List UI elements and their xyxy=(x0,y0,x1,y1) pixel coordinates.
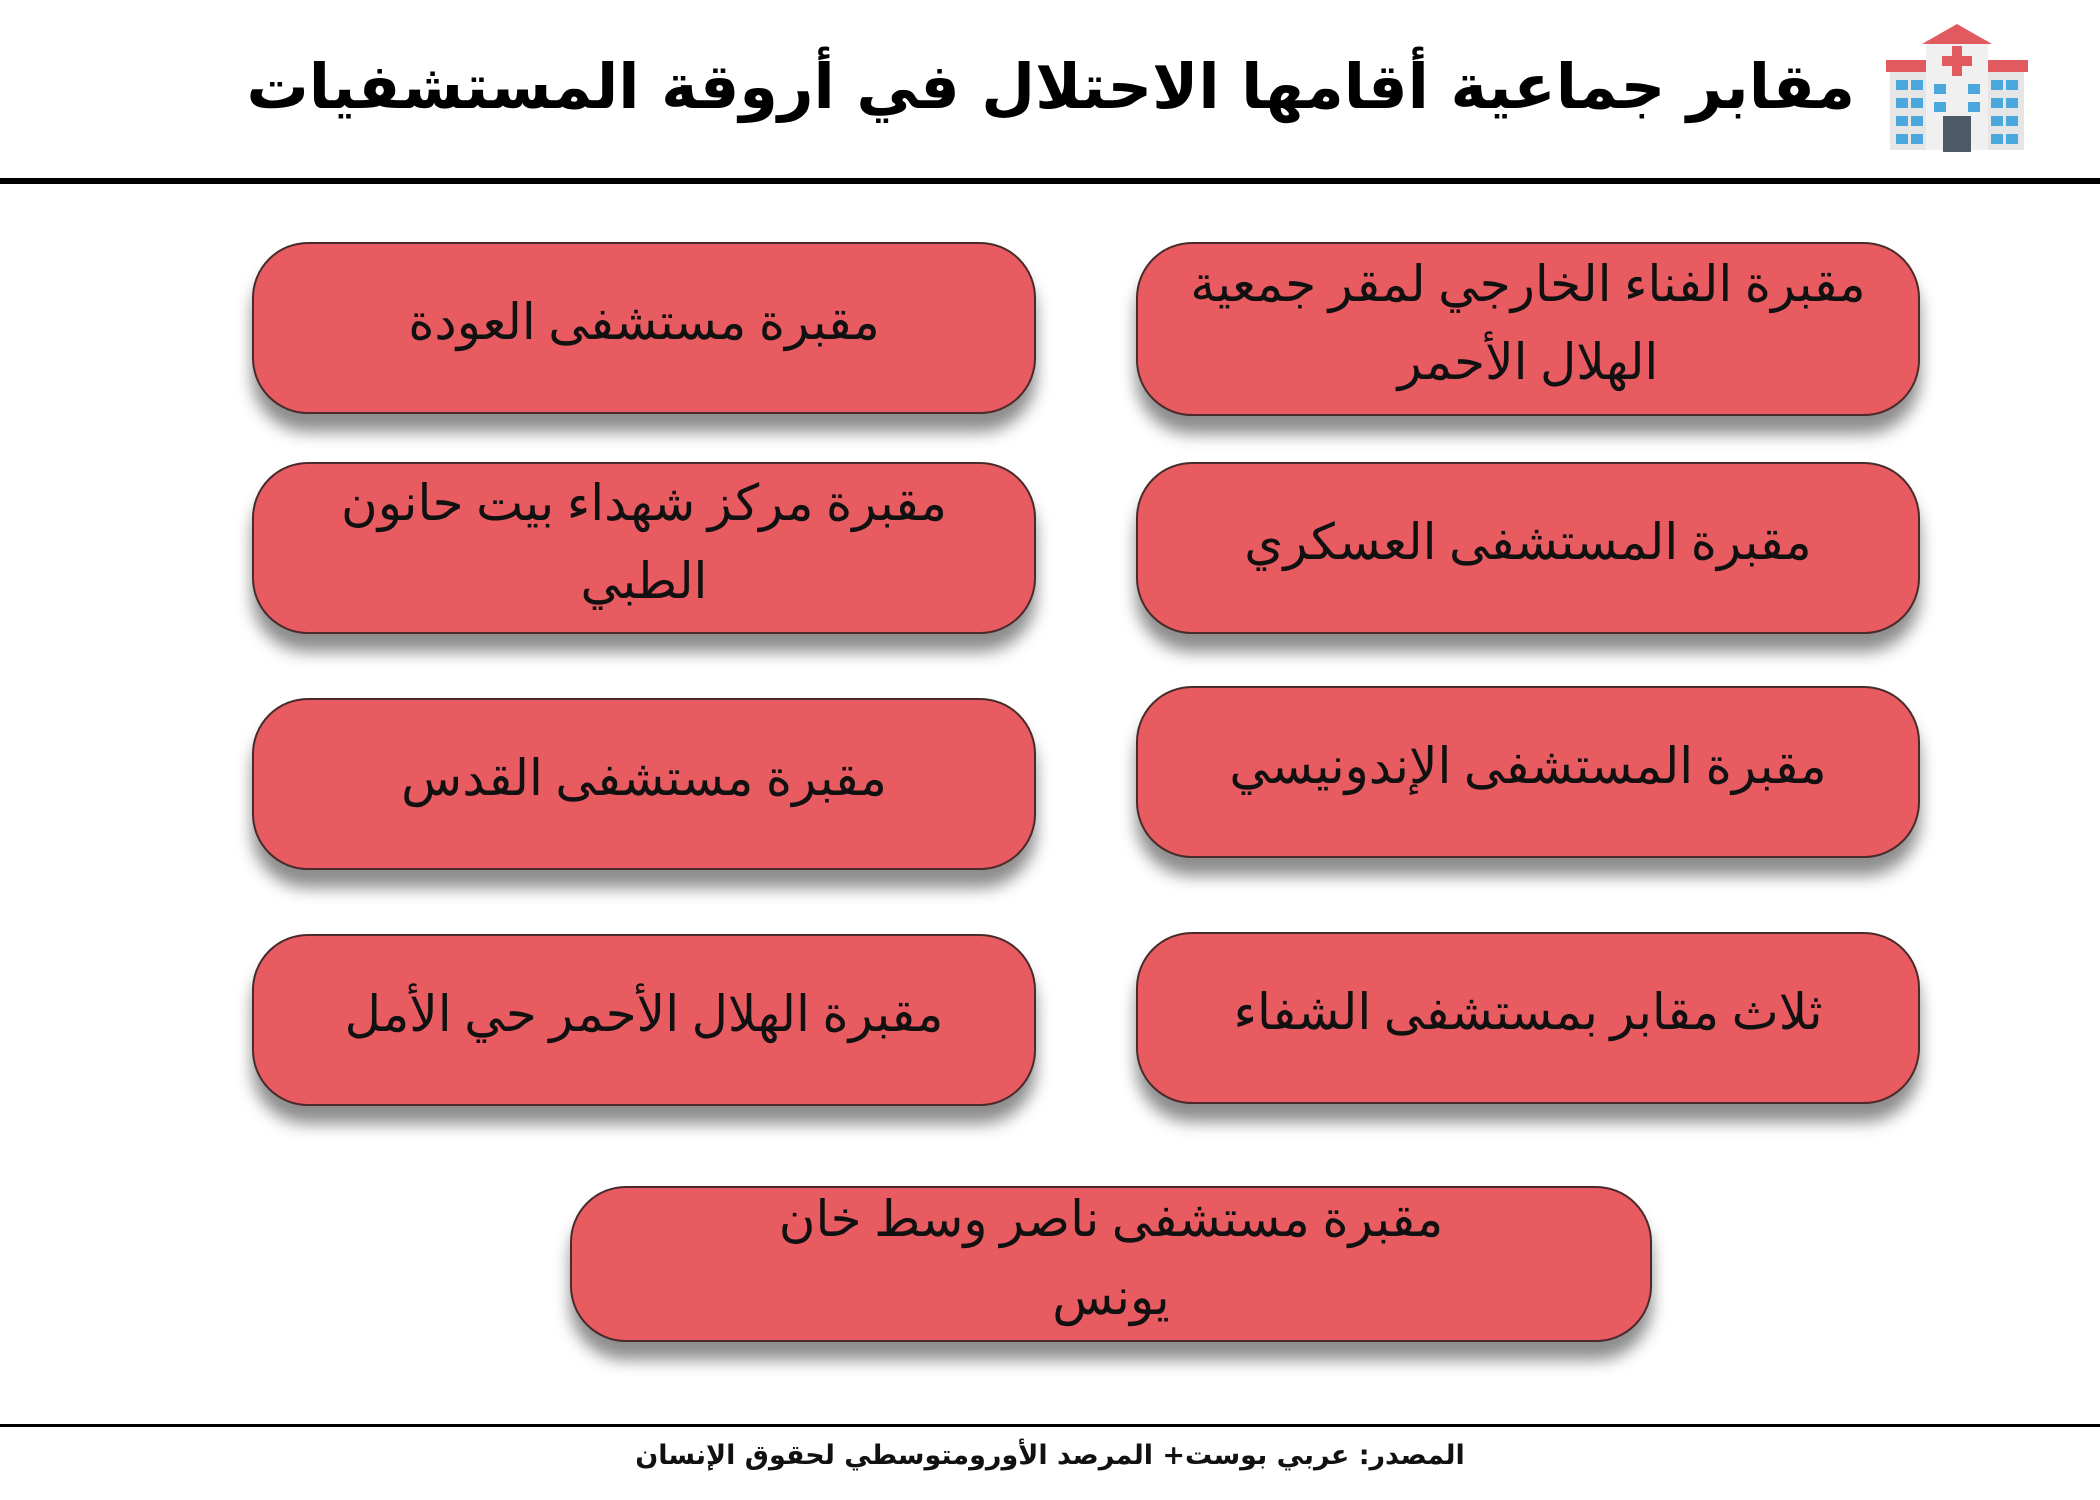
grave-card-label: مقبرة الهلال الأحمر حي الأمل xyxy=(344,986,944,1042)
grave-card-al-quds-hospital xyxy=(252,698,1036,870)
header xyxy=(0,0,2100,182)
grave-card-red-crescent-al-amal xyxy=(252,934,1036,1106)
grave-card-shifa-hospital xyxy=(1136,932,1920,1104)
page-title: مقابر جماعية أقامها الاحتلال في أروقة المستشفيات xyxy=(246,50,1855,123)
grave-card-label: مقبرة مركز شهداء بيت حانون الطبي xyxy=(340,475,947,609)
footer-divider xyxy=(0,1424,2100,1427)
header-divider xyxy=(0,178,2100,184)
grave-card-label: مقبرة المستشفى الإندونيسي xyxy=(1229,738,1827,794)
hospital-icon xyxy=(1886,22,2028,152)
grave-card-label: مقبرة المستشفى العسكري xyxy=(1244,514,1812,570)
grave-card-beit-hanoun-medical xyxy=(252,462,1036,634)
grave-card-label: ثلاث مقابر بمستشفى الشفاء xyxy=(1233,984,1823,1040)
grave-card-red-crescent-courtyard xyxy=(1136,242,1920,416)
grave-card-al-awda-hospital xyxy=(252,242,1036,414)
grave-card-label: مقبرة مستشفى ناصر وسط خان يونس xyxy=(778,1191,1444,1325)
grave-card-label: مقبرة الفناء الخارجي لمقر جمعية الهلال الأحمر xyxy=(1190,256,1866,390)
grave-card-military-hospital xyxy=(1136,462,1920,634)
grave-card-indonesian-hospital xyxy=(1136,686,1920,858)
grave-card-nasser-hospital xyxy=(570,1186,1652,1342)
source-credit: المصدر: عربي بوست+ المرصد الأورومتوسطي لحقوق الإنسان xyxy=(635,1440,1465,1471)
grave-card-label: مقبرة مستشفى القدس xyxy=(401,750,887,806)
grave-card-label: مقبرة مستشفى العودة xyxy=(408,294,880,350)
